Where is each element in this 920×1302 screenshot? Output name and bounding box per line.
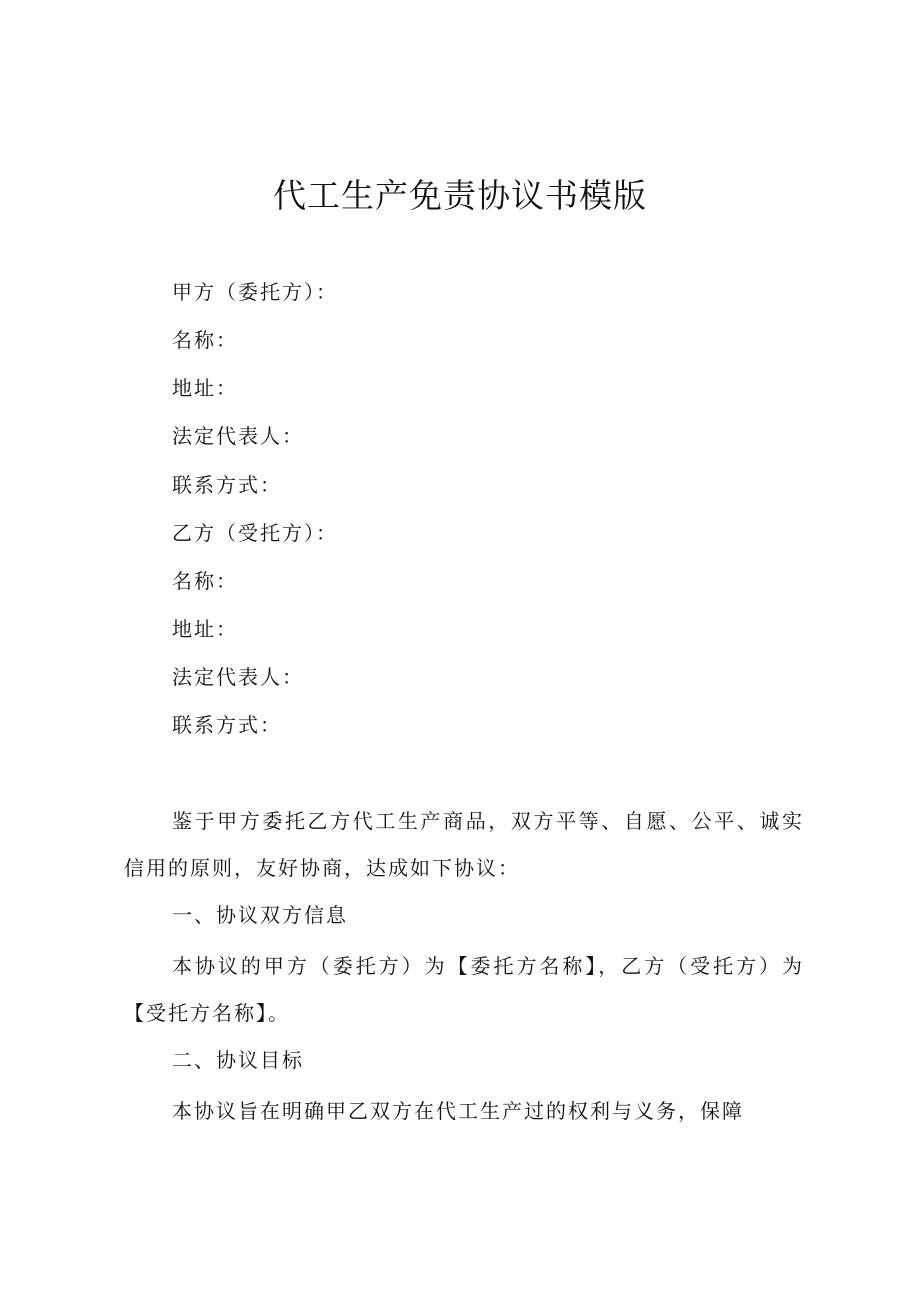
party-a-address-label: 地址： [172, 376, 238, 400]
party-b-representative-label: 法定代表人： [172, 665, 304, 689]
party-a-name-label: 名称： [172, 328, 238, 352]
party-b-name-label: 名称： [172, 569, 238, 593]
party-b-heading: 乙方（受托方）： [172, 521, 338, 545]
party-b-address-label: 地址： [172, 617, 238, 641]
party-a-representative-label: 法定代表人： [172, 424, 304, 448]
section-1-heading: 一、协议双方信息 [172, 903, 348, 927]
section-1-body: 本协议的甲方（委托方）为【委托方名称】，乙方（受托方）为【受托方名称】。 [124, 954, 804, 1025]
section-2-heading: 二、协议目标 [172, 1048, 304, 1072]
party-a-contact-label: 联系方式： [172, 473, 282, 497]
party-a-heading: 甲方（委托方）： [172, 280, 338, 304]
document-title: 代工生产免责协议书模版 [273, 176, 647, 215]
section-2-body: 本协议旨在明确甲乙双方在代工生产过的权利与义务，保障 [172, 1099, 744, 1123]
party-b-contact-label: 联系方式： [172, 713, 282, 737]
preamble-paragraph: 鉴于甲方委托乙方代工生产商品，双方平等、自愿、公平、诚实信用的原则，友好协商，达成如下协议： [124, 809, 804, 880]
